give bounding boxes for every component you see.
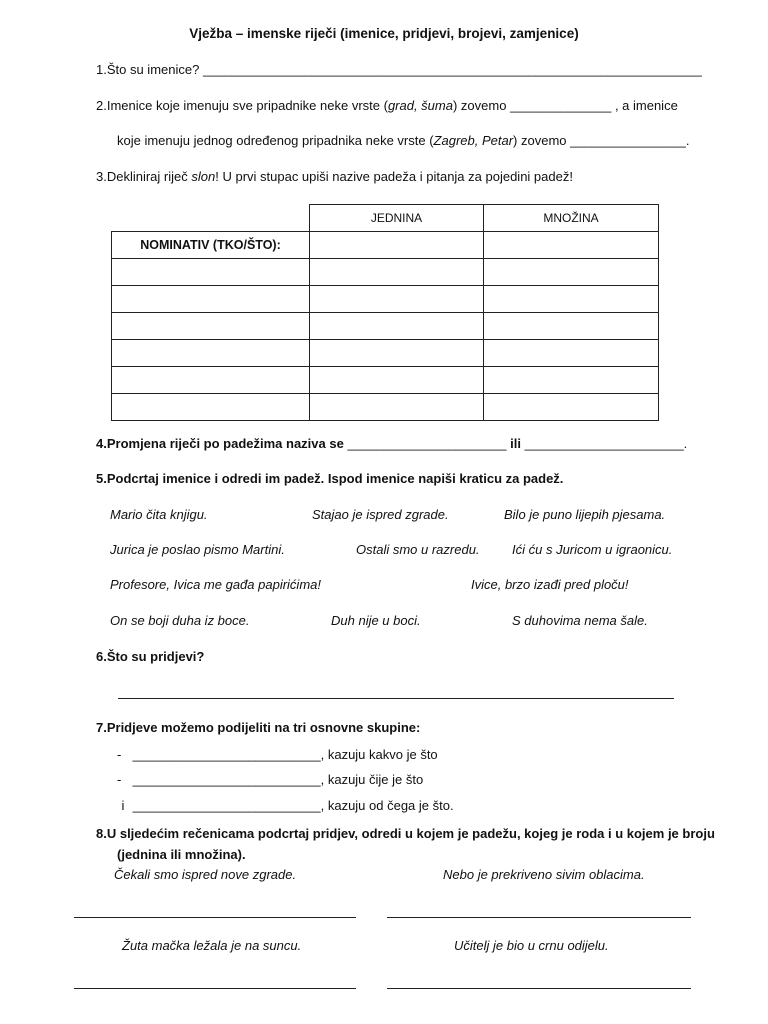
question-text: ) zovemo [513,133,567,148]
answer-line[interactable] [74,988,356,989]
question-text: , a imenice [614,98,678,113]
question-text: Dekliniraj riječ [106,169,192,184]
answer-line[interactable] [74,917,356,918]
sentence: S duhovima nema šale. [512,613,648,628]
list-bullet: - [117,747,122,762]
question-number: 7. [96,720,107,735]
answer-cell[interactable] [310,340,484,367]
example-text: Zagreb, Petar [433,133,514,148]
answer-line[interactable] [387,988,691,989]
question-8-line-2: (jednina ili množina). [117,847,246,862]
sentence: Čekali smo ispred nove zgrade. [114,867,297,882]
answer-cell[interactable] [310,313,484,340]
case-cell[interactable] [112,286,310,313]
question-5 [96,471,563,487]
sentence: Mario čita knjigu. [110,507,208,522]
case-label-nominativ: NOMINATIV (TKO/ŠTO): [112,232,310,259]
question-text: Imenice koje imenuju sve pripadnike neke vrste ( [106,98,388,113]
question-4 [96,436,687,452]
case-cell[interactable] [112,394,310,421]
answer-cell[interactable] [484,232,659,259]
list-bullet: i [121,798,125,813]
item-text: , kazuju čije je što [320,772,424,787]
answer-blank[interactable]: ______________ [510,98,612,113]
page-title: Vježba – imenske riječi (imenice, pridjevi, brojevi, zamjenice) [189,26,579,41]
answer-cell[interactable] [484,259,659,286]
question-1 [96,62,702,78]
question-number: 1. [96,62,107,77]
example-word: slon [191,169,216,184]
item-text: , kazuju od čega je što. [320,798,454,813]
case-cell[interactable] [112,259,310,286]
declension-table [111,204,659,421]
question-text: koje imenuju jednog određenog pripadnika neke vrste ( [117,133,434,148]
answer-cell[interactable] [310,394,484,421]
question-text: ) zovemo [452,98,507,113]
question-2-line-2 [117,133,689,149]
table-row [112,259,659,286]
question-7 [96,720,420,736]
case-cell[interactable] [112,367,310,394]
question-8 [96,826,715,842]
list-item [117,747,438,763]
question-text: ! U prvi stupac upiši nazive padeža i pitanja za pojedini padež! [215,169,573,184]
sentence: Duh nije u boci. [331,613,421,628]
answer-blank[interactable]: __________________________ [132,772,321,787]
column-header-jednina: JEDNINA [310,205,484,232]
answer-blank[interactable]: ________________. [570,133,690,148]
answer-cell[interactable] [310,367,484,394]
answer-cell[interactable] [310,286,484,313]
question-text: Pridjeve možemo podijeliti na tri osnovne skupine: [106,720,421,735]
question-text: Što su imenice? [106,62,200,77]
answer-cell[interactable] [484,367,659,394]
question-6 [96,649,204,665]
list-bullet: - [117,772,122,787]
item-text: , kazuju kakvo je što [320,747,438,762]
column-header-mnozina: MNOŽINA [484,205,659,232]
case-cell[interactable] [112,340,310,367]
sentence: Jurica je poslao pismo Martini. [110,542,285,557]
question-2-line-1 [96,98,678,114]
sentence: Ostali smo u razredu. [356,542,480,557]
question-number: 4. [96,436,107,451]
table-corner [112,205,310,232]
question-text: ili [510,436,521,451]
answer-line[interactable] [387,917,691,918]
question-text: Promjena riječi po padežima naziva se [106,436,344,451]
question-number: 3. [96,169,107,184]
question-number: 2. [96,98,107,113]
answer-blank[interactable]: _____________________________________________________________________ [202,62,702,77]
question-text: U sljedećim rečenicama podcrtaj pridjev, odredi u kojem je padežu, kojeg je roda i u kojem je broju [106,826,715,841]
answer-cell[interactable] [484,340,659,367]
table-row [112,394,659,421]
sentence: Ivice, brzo izađi pred ploču! [471,577,629,592]
answer-cell[interactable] [310,259,484,286]
question-3 [96,169,573,185]
table-row [112,340,659,367]
answer-cell[interactable] [310,232,484,259]
sentence: Žuta mačka ležala je na suncu. [122,938,302,953]
sentence: Profesore, Ivica me gađa papirićima! [110,577,321,592]
example-text: grad, šuma [387,98,453,113]
sentence: Učitelj je bio u crnu odijelu. [454,938,609,953]
question-number: 8. [96,826,107,841]
answer-cell[interactable] [484,313,659,340]
question-text: Što su pridjevi? [106,649,205,664]
question-number: 6. [96,649,107,664]
answer-blank[interactable]: __________________________ [132,747,321,762]
question-text: Podcrtaj imenice i odredi im padež. Ispod imenice napiši kraticu za padež. [106,471,564,486]
answer-cell[interactable] [484,286,659,313]
answer-cell[interactable] [484,394,659,421]
list-item [117,772,423,788]
answer-blank[interactable]: __________________________ [132,798,321,813]
answer-line[interactable] [118,698,674,699]
table-row [112,367,659,394]
sentence: Ići ću s Juricom u igraonicu. [512,542,673,557]
sentence: Bilo je puno lijepih pjesama. [504,507,666,522]
answer-blank[interactable]: ______________________. [524,436,688,451]
table-row [112,313,659,340]
table-row [112,286,659,313]
answer-blank[interactable]: ______________________ [347,436,507,451]
table-row [112,232,659,259]
sentence: Stajao je ispred zgrade. [312,507,449,522]
sentence: On se boji duha iz boce. [110,613,250,628]
sentence: Nebo je prekriveno sivim oblacima. [443,867,645,882]
question-number: 5. [96,471,107,486]
case-cell[interactable] [112,313,310,340]
list-item [117,798,454,814]
